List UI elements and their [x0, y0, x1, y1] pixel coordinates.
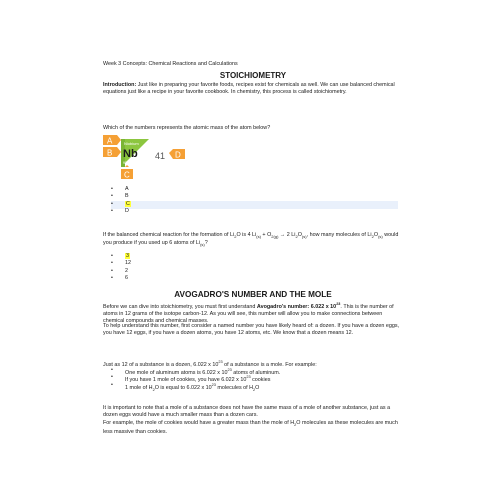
- label-c-text: C: [124, 170, 130, 180]
- question-2-text: If the balanced chemical reaction for the formation of $Li_2O$ is 4 $Li_{(s)} + O_{2(g)} \to 2$ $Li_2O_{(s)}$, how many molecules of $Li_2O_{(s)}$ would you produce if you used up 6 atoms of $Li_{(s)}$?: [103, 232, 399, 248]
- q1-option-c[interactable]: [111, 201, 131, 208]
- element-name-text: Niobium: [124, 141, 139, 146]
- document-header: Week 3 Concepts: Chemical Reactions and Calculations: [103, 61, 238, 67]
- q1-option-a[interactable]: • A: [111, 186, 131, 193]
- avogadro-paragraph-5: For example, the mole of cookies would have a greater mass than the mole of $H_2O$ molecules as these molecules are much less massive than cookies.: [103, 420, 398, 436]
- element-mass-text: 92.90: [123, 161, 132, 165]
- label-b-text: B: [107, 148, 113, 158]
- stoichiometry-title: STOICHIOMETRY: [219, 71, 287, 80]
- intro-text: Just like in preparing your favorite foods, recipes exist for chemicals as well. We can use balanced chemical equations just like a recipe in your favorite cookbook. In chemistry, this process is called stoichiometry.: [103, 82, 395, 96]
- mole-examples-list: [111, 367, 281, 392]
- mole-example-cookies: • If you have 1 mole of cookies, you have 6.022 x $10^{23}$ cookies: [111, 374, 280, 381]
- avogadro-paragraph-2: To help understand this number, first consider a named number you have likely heard of: a dozen. If you have a dozen eggs, you have 12 eggs, if you have a dozen atoms, you have 12 atoms, etc. We know that a dozen means 12.: [103, 323, 400, 337]
- q1-option-d[interactable]: • D: [111, 208, 131, 215]
- label-a-text: A: [107, 136, 113, 146]
- mole-example-water: • 1 mole of $H_2O$ is equal to 6.022 x $10^{23}$ molecules of $H_2O$: [111, 382, 280, 389]
- intro-label: Introduction:: [103, 82, 137, 88]
- q2-option-4[interactable]: • 6: [111, 275, 131, 282]
- q2-option-1-highlight: 3: [126, 253, 129, 259]
- label-d-text: D: [175, 150, 181, 160]
- selected-answer-row: [111, 201, 398, 209]
- question-1-options: [111, 186, 131, 215]
- avogadro-title: AVOGADRO'S NUMBER AND THE MOLE: [174, 290, 332, 299]
- q1-option-b[interactable]: • B: [111, 193, 131, 200]
- q1-option-c-highlight: C: [126, 200, 130, 207]
- element-symbol-text: Nb: [123, 148, 138, 160]
- question-2-options: [111, 253, 131, 282]
- niobium-element-diagram: [103, 135, 203, 181]
- intro-paragraph: [103, 82, 403, 97]
- avogadro-paragraph-1: Before we can dive into stoichiometry, you must first understand Avogadro's number: 6.022 x $10^{23}$. This is the number of atoms in 12 grams of the isotope carbon-12. As you will see, this number will allow you to make connections between chemical compounds and chemical masses.: [103, 302, 394, 325]
- mole-example-aluminum: • One mole of aluminum atoms is 6.022 x $10^{23}$ atoms of aluminum.: [111, 367, 280, 374]
- q2-option-3[interactable]: • 2: [111, 268, 131, 275]
- q2-option-1[interactable]: [111, 253, 131, 260]
- q2-option-2[interactable]: • 12: [111, 260, 131, 267]
- element-number-text: 41: [155, 151, 166, 161]
- avogadro-paragraph-3: Just as 12 of a substance is a dozen, 6.022 x $10^{23}$ of a substance is a mole. For example:: [103, 360, 317, 368]
- question-1-text: Which of the numbers represents the atomic mass of the atom below?: [103, 125, 271, 131]
- avogadro-paragraph-4: It is important to note that a mole of a substance does not have the same mass of a mole of another substance, just as a dozen eggs would have a much smaller mass than a dozen cars.: [103, 405, 391, 419]
